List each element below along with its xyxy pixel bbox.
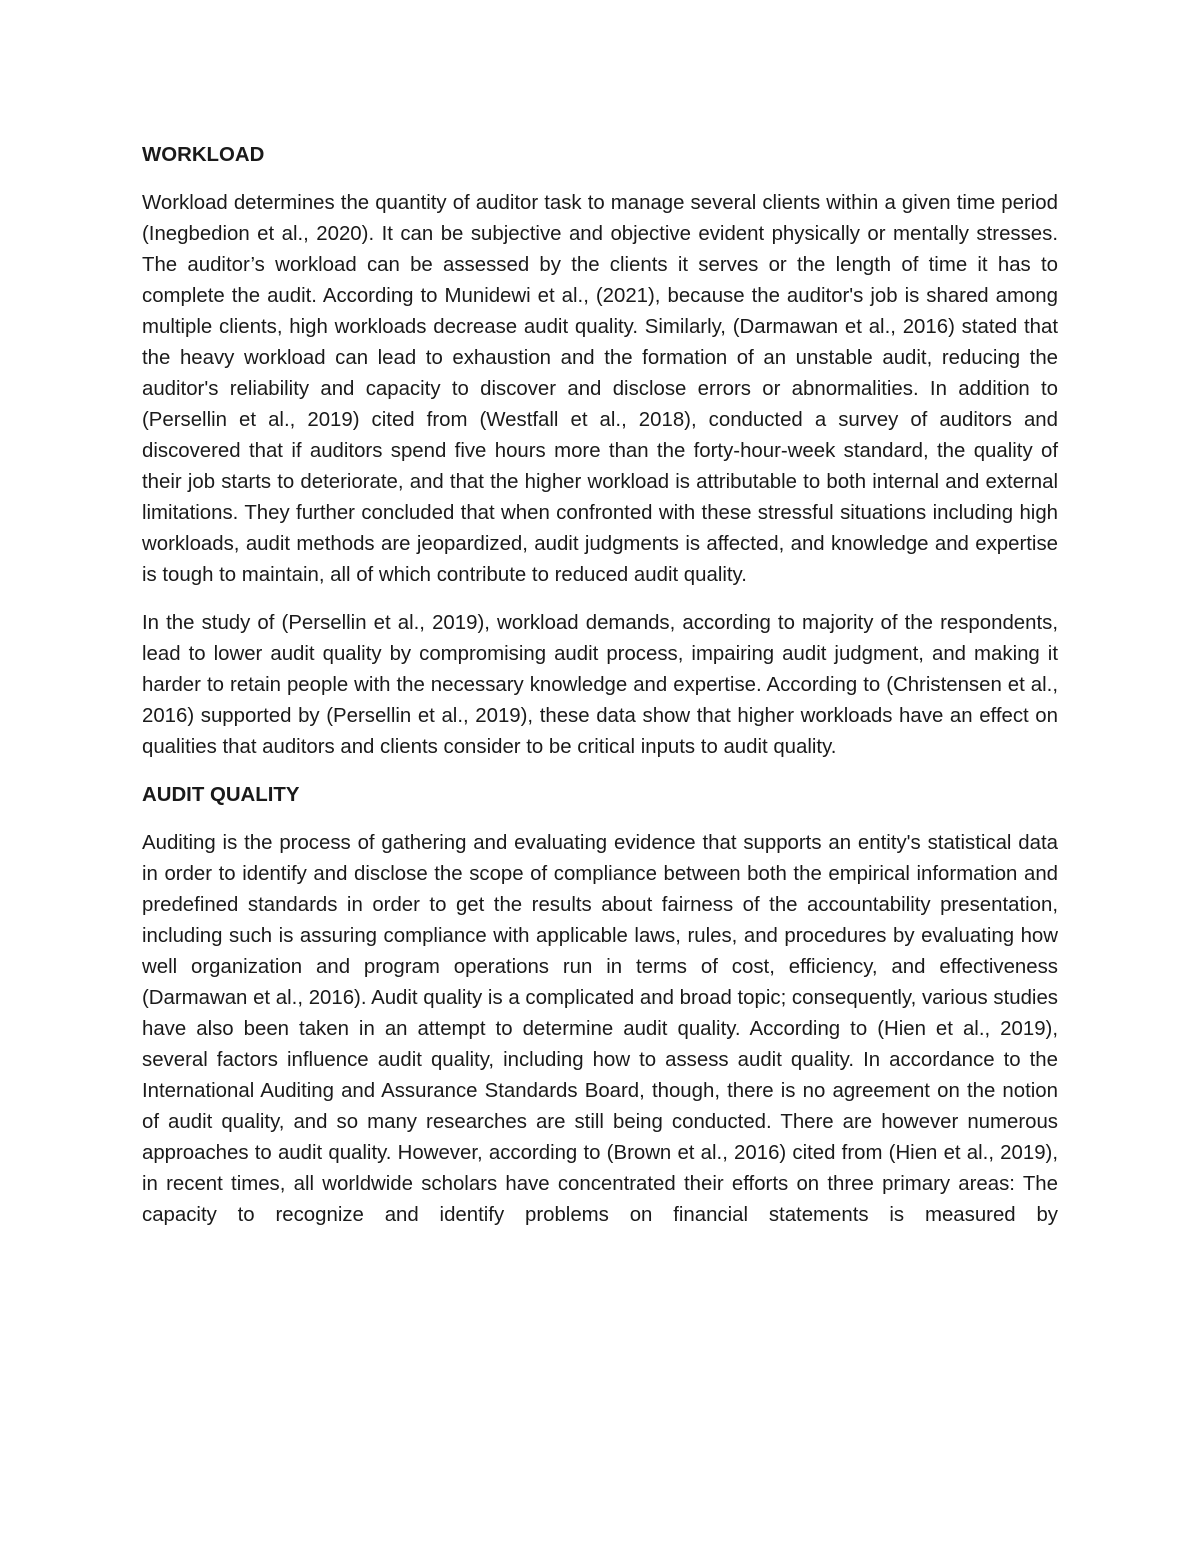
document-page	[142, 140, 1058, 1248]
workload-paragraph-2: In the study of (Persellin et al., 2019), workload demands, according to majority of the respondents, lead to lower audit quality by compromising audit process, impairing audit judgment, and making it harder to retain people with the necessary knowledge and expertise. According to (Christensen et al., 2016) supported by (Persellin et al., 2019), these data show that higher workloads have an effect on qualities that auditors and clients consider to be critical inputs to audit quality.	[142, 612, 1058, 758]
audit-quality-paragraph-1: Auditing is the process of gathering and evaluating evidence that supports an entity's statistical data in order to identify and disclose the scope of compliance between both the empirical information and predefined standards in order to get the results about fairness of the accountability presentation, including such is assuring compliance with applicable laws, rules, and procedures by evaluating how well organization and program operations run in terms of cost, efficiency, and effectiveness (Darmawan et al., 2016). Audit quality is a complicated and broad topic; consequently, various studies have also been taken in an attempt to determine audit quality. According to (Hien et al., 2019), several factors influence audit quality, including how to assess audit quality. In accordance to the International Auditing and Assurance Standards Board, though, there is no agreement on the notion of audit quality, and so many researches are still being conducted. There are however numerous approaches to audit quality. However, according to (Brown et al., 2016) cited from (Hien et al., 2019), in recent times, all worldwide scholars have concentrated their efforts on three primary areas: The capacity to recognize and identify problems on financial statements is measured by	[142, 832, 1058, 1226]
section-heading-workload: WORKLOAD	[142, 144, 265, 166]
workload-paragraph-1: Workload determines the quantity of auditor task to manage several clients within a given time period (Inegbedion et al., 2020). It can be subjective and objective evident physically or mentally stresses. The auditor’s workload can be assessed by the clients it serves or the length of time it has to complete the audit. According to Munidewi et al., (2021), because the auditor's job is shared among multiple clients, high workloads decrease audit quality. Similarly, (Darmawan et al., 2016) stated that the heavy workload can lead to exhaustion and the formation of an unstable audit, reducing the auditor's reliability and capacity to discover and disclose errors or abnormalities. In addition to (Persellin et al., 2019) cited from (Westfall et al., 2018), conducted a survey of auditors and discovered that if auditors spend five hours more than the forty-hour-week standard, the quality of their job starts to deteriorate, and that the higher workload is attributable to both internal and external limitations. They further concluded that when confronted with these stressful situations including high workloads, audit methods are jeopardized, audit judgments is affected, and knowledge and expertise is tough to maintain, all of which contribute to reduced audit quality.	[142, 192, 1058, 586]
section-heading-audit-quality: AUDIT QUALITY	[142, 784, 300, 806]
